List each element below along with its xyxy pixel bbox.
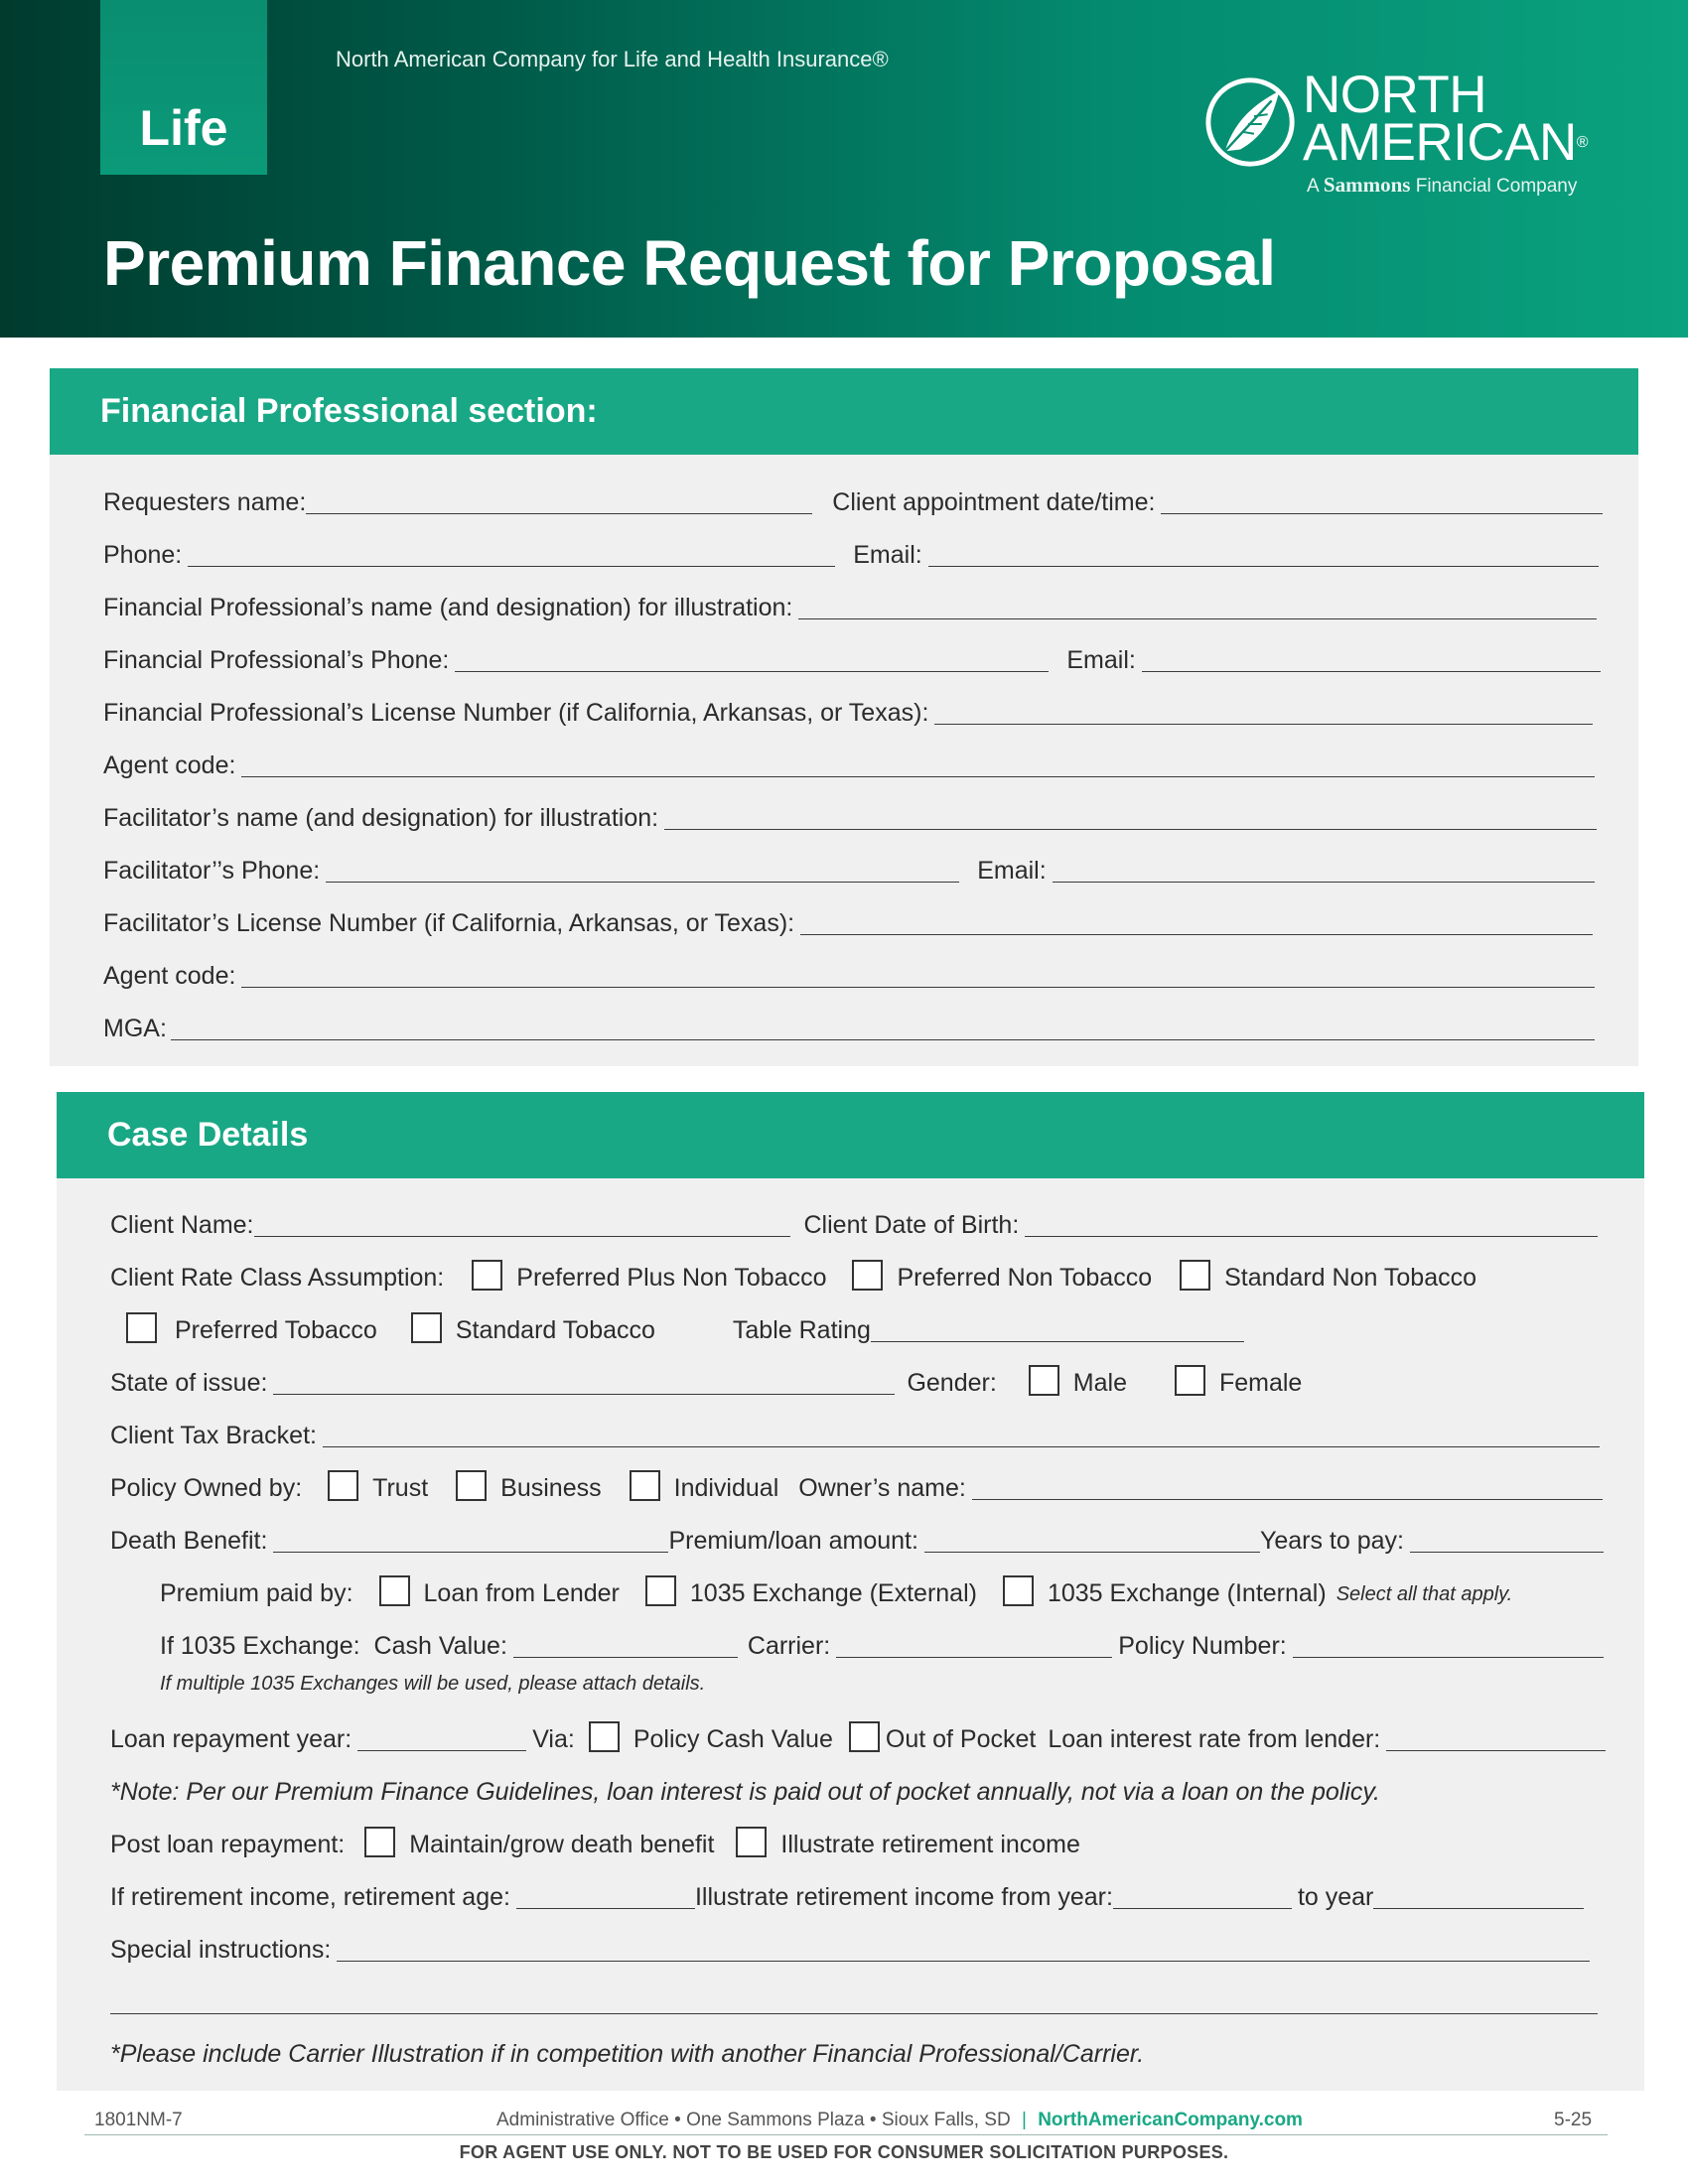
maintain-db-label: Maintain/grow death benefit	[409, 1831, 715, 1858]
pnt-label: Preferred Non Tobacco	[897, 1264, 1153, 1292]
fp-license-label: Financial Professional’s License Number (if California, Arkansas, or Texas):	[103, 699, 929, 727]
premium-loan-field[interactable]	[924, 1527, 1260, 1553]
male-label: Male	[1072, 1369, 1127, 1397]
row-requester	[103, 483, 1603, 517]
via-label: Via:	[532, 1725, 575, 1753]
loan-repayment-year-label: Loan repayment year:	[110, 1725, 352, 1753]
fp-name-label: Financial Professional’s name (and designation) for illustration:	[103, 594, 793, 621]
page-title: Premium Finance Request for Proposal	[103, 227, 1276, 299]
premium-loan-label: Premium/loan amount:	[668, 1527, 918, 1555]
carrier-field[interactable]	[836, 1632, 1112, 1658]
fp-email-field[interactable]	[1142, 646, 1601, 672]
cash-value-label: Cash Value:	[373, 1632, 507, 1660]
life-tab-label: Life	[139, 100, 228, 156]
years-to-pay-field[interactable]	[1410, 1527, 1604, 1553]
ppnt-label: Preferred Plus Non Tobacco	[516, 1264, 827, 1292]
internal-exchange-label: 1035 Exchange (Internal)	[1047, 1579, 1327, 1607]
rate-class-label: Client Rate Class Assumption:	[110, 1264, 445, 1292]
row-if-1035	[160, 1627, 1604, 1661]
special-instructions-field-2[interactable]	[110, 1988, 1598, 2014]
special-instructions-field[interactable]	[337, 1936, 1590, 1962]
fp-license-field[interactable]	[934, 699, 1593, 725]
logo-subline	[1307, 173, 1577, 198]
company-line: North American Company for Life and Health Insurance®	[336, 47, 889, 71]
logo-registered: ®	[1576, 134, 1589, 151]
snt-label: Standard Non Tobacco	[1224, 1264, 1477, 1292]
row-fac-license	[103, 904, 1593, 938]
facilitator-email-label: Email:	[977, 857, 1047, 885]
post-loan-label: Post loan repayment:	[110, 1831, 346, 1858]
row-note	[110, 1773, 1380, 1807]
fp-phone-label: Financial Professional’s Phone:	[103, 646, 450, 674]
logo-line-2: AMERICAN	[1303, 113, 1577, 172]
logo-line-1: NORTH	[1303, 66, 1486, 124]
row-fp-license	[103, 694, 1593, 728]
row-agent-code-2	[103, 957, 1595, 991]
carrier-label: Carrier:	[747, 1632, 831, 1660]
illustrate-ret-checkbox[interactable]	[736, 1827, 767, 1857]
business-checkbox[interactable]	[456, 1470, 487, 1501]
out-of-pocket-checkbox[interactable]	[849, 1721, 880, 1752]
row-mga	[103, 1010, 1595, 1043]
financial-professional-heading: Financial Professional section:	[50, 368, 1638, 455]
row-fp-name	[103, 589, 1597, 622]
years-to-pay-label: Years to pay:	[1259, 1527, 1404, 1555]
maintain-db-checkbox[interactable]	[364, 1827, 395, 1857]
trust-checkbox[interactable]	[328, 1470, 358, 1501]
pt-label: Preferred Tobacco	[175, 1316, 377, 1344]
facilitator-name-label: Facilitator’s name (and designation) for illustration:	[103, 804, 659, 832]
external-exchange-checkbox[interactable]	[645, 1575, 676, 1606]
row-fp-phone	[103, 641, 1601, 675]
footer-disclaimer: FOR AGENT USE ONLY. NOT TO BE USED FOR CONSUMER SOLICITATION PURPOSES.	[459, 2142, 1229, 2162]
fp-phone-field[interactable]	[455, 646, 1049, 672]
row-phone	[103, 536, 1599, 570]
individual-checkbox[interactable]	[630, 1470, 660, 1501]
owned-by-label: Policy Owned by:	[110, 1474, 303, 1502]
cash-value-field[interactable]	[513, 1632, 738, 1658]
snt-checkbox[interactable]	[1180, 1260, 1210, 1291]
life-tab	[100, 0, 267, 175]
row-owned-by	[110, 1469, 1603, 1503]
footer-address-block	[496, 2110, 1303, 2131]
agent-code-2-label: Agent code:	[103, 962, 236, 990]
phone-label: Phone:	[103, 541, 183, 569]
table-rating-field[interactable]	[871, 1316, 1244, 1342]
leaf-logo-icon	[1203, 73, 1301, 171]
loan-from-lender-label: Loan from Lender	[423, 1579, 620, 1607]
st-label: Standard Tobacco	[455, 1316, 655, 1344]
loan-interest-field[interactable]	[1386, 1725, 1606, 1751]
out-of-pocket-label: Out of Pocket	[885, 1725, 1037, 1753]
death-benefit-field[interactable]	[273, 1527, 668, 1553]
trust-label: Trust	[372, 1474, 429, 1502]
to-year-field[interactable]	[1373, 1883, 1584, 1909]
row-premium-paid-by	[160, 1574, 1512, 1608]
ppnt-checkbox[interactable]	[472, 1260, 502, 1291]
row-post-loan	[110, 1826, 1080, 1859]
footer-separator: |	[1021, 2110, 1027, 2130]
ret-from-year-field[interactable]	[1113, 1883, 1292, 1909]
guidelines-note: *Note: Per our Premium Finance Guidelines, loan interest is paid out of pocket annually, not via a loan on the policy.	[110, 1778, 1380, 1806]
row-death-benefit	[110, 1522, 1604, 1556]
loan-repayment-year-field[interactable]	[357, 1725, 526, 1751]
tax-bracket-label: Client Tax Bracket:	[110, 1422, 317, 1449]
facilitator-license-label: Facilitator’s License Number (if California, Arkansas, or Texas):	[103, 909, 795, 937]
client-name-field[interactable]	[254, 1211, 790, 1237]
table-rating-label: Table Rating	[732, 1316, 871, 1344]
policy-cash-value-label: Policy Cash Value	[633, 1725, 833, 1753]
policy-number-field[interactable]	[1293, 1632, 1604, 1658]
logo-sub-brand: Sammons	[1323, 173, 1411, 197]
facilitator-name-field[interactable]	[664, 804, 1597, 830]
state-of-issue-field[interactable]	[273, 1369, 895, 1395]
financial-professional-panel	[50, 368, 1638, 1066]
if-1035-label: If 1035 Exchange:	[160, 1632, 360, 1660]
email-label: Email:	[853, 541, 922, 569]
internal-exchange-checkbox[interactable]	[1003, 1575, 1034, 1606]
row-client-name	[110, 1206, 1598, 1240]
client-dob-label: Client Date of Birth:	[803, 1211, 1020, 1239]
case-details-panel	[57, 1092, 1644, 2091]
multiple-exchange-note: If multiple 1035 Exchanges will be used, please attach details.	[160, 1673, 706, 1695]
row-retirement	[110, 1878, 1584, 1912]
footer-divider	[84, 2134, 1608, 2135]
state-of-issue-label: State of issue:	[110, 1369, 268, 1397]
fp-email-label: Email:	[1066, 646, 1136, 674]
facilitator-phone-label: Facilitator’’s Phone:	[103, 857, 321, 885]
business-label: Business	[500, 1474, 602, 1502]
row-special-instructions	[110, 1931, 1590, 1965]
loan-from-lender-checkbox[interactable]	[379, 1575, 410, 1606]
retirement-age-label: If retirement income, retirement age:	[110, 1883, 510, 1911]
illustrate-ret-label: Illustrate retirement income	[780, 1831, 1080, 1858]
policy-cash-value-checkbox[interactable]	[589, 1721, 620, 1752]
retirement-age-field[interactable]	[516, 1883, 695, 1909]
individual-label: Individual	[673, 1474, 779, 1502]
special-instructions-label: Special instructions:	[110, 1936, 332, 1964]
row-multiple-note	[160, 1670, 705, 1696]
policy-number-label: Policy Number:	[1118, 1632, 1287, 1660]
logo-wordmark	[1303, 66, 1589, 172]
row-tax-bracket	[110, 1417, 1600, 1450]
row-fac-name	[103, 799, 1597, 833]
requesters-name-label: Requesters name:	[103, 488, 307, 516]
loan-interest-label: Loan interest rate from lender:	[1048, 1725, 1381, 1753]
row-agent-code	[103, 747, 1595, 780]
agent-code-2-field[interactable]	[241, 962, 1595, 988]
facilitator-license-field[interactable]	[800, 909, 1593, 935]
gender-label: Gender:	[907, 1369, 997, 1397]
row-carrier-note	[110, 2035, 1144, 2069]
case-details-heading: Case Details	[57, 1092, 1644, 1178]
logo-sub-rest: Financial Company	[1415, 176, 1578, 197]
select-all-note: Select all that apply.	[1336, 1583, 1513, 1605]
footer-date: 5-25	[1554, 2110, 1593, 2130]
tax-bracket-field[interactable]	[323, 1422, 1600, 1447]
owners-name-field[interactable]	[972, 1474, 1603, 1500]
row-special-instructions-2	[110, 1983, 1598, 2017]
north-american-logo	[1203, 66, 1601, 201]
premium-paid-by-label: Premium paid by:	[160, 1579, 353, 1607]
client-dob-field[interactable]	[1025, 1211, 1598, 1237]
death-benefit-label: Death Benefit:	[110, 1527, 268, 1555]
carrier-illustration-note: *Please include Carrier Illustration if in competition with another Financial Professional/Carrier.	[110, 2040, 1145, 2068]
mga-field[interactable]	[171, 1015, 1595, 1040]
page-header	[0, 0, 1688, 338]
form-number: 1801NM-7	[94, 2110, 183, 2130]
ret-from-year-label: Illustrate retirement income from year:	[694, 1883, 1113, 1911]
owners-name-label: Owner’s name:	[798, 1474, 966, 1502]
female-checkbox[interactable]	[1175, 1365, 1205, 1396]
mga-label: MGA:	[103, 1015, 167, 1042]
agent-code-label: Agent code:	[103, 751, 236, 779]
footer-website-link[interactable]: NorthAmericanCompany.com	[1038, 2110, 1303, 2130]
pt-checkbox[interactable]	[126, 1312, 157, 1343]
requesters-name-field[interactable]	[306, 488, 812, 514]
row-loan-repayment	[110, 1720, 1606, 1754]
facilitator-email-field[interactable]	[1053, 857, 1595, 883]
row-rate-class	[110, 1259, 1477, 1293]
facilitator-phone-field[interactable]	[326, 857, 959, 883]
phone-field[interactable]	[188, 541, 835, 567]
footer-address: Administrative Office • One Sammons Plaza • Sioux Falls, SD	[496, 2110, 1011, 2130]
row-fac-phone	[103, 852, 1595, 886]
st-checkbox[interactable]	[411, 1312, 442, 1343]
client-name-label: Client Name:	[110, 1211, 254, 1239]
row-rate-class-2	[126, 1311, 1244, 1345]
fp-name-field[interactable]	[798, 594, 1597, 619]
external-exchange-label: 1035 Exchange (External)	[689, 1579, 977, 1607]
email-field[interactable]	[928, 541, 1599, 567]
client-appointment-label: Client appointment date/time:	[832, 488, 1156, 516]
pnt-checkbox[interactable]	[852, 1260, 883, 1291]
logo-sub-a: A	[1307, 176, 1319, 197]
client-appointment-field[interactable]	[1161, 488, 1603, 514]
to-year-label: to year	[1297, 1883, 1374, 1911]
row-state-gender	[110, 1364, 1302, 1398]
male-checkbox[interactable]	[1029, 1365, 1059, 1396]
agent-code-field[interactable]	[241, 751, 1595, 777]
female-label: Female	[1218, 1369, 1303, 1397]
